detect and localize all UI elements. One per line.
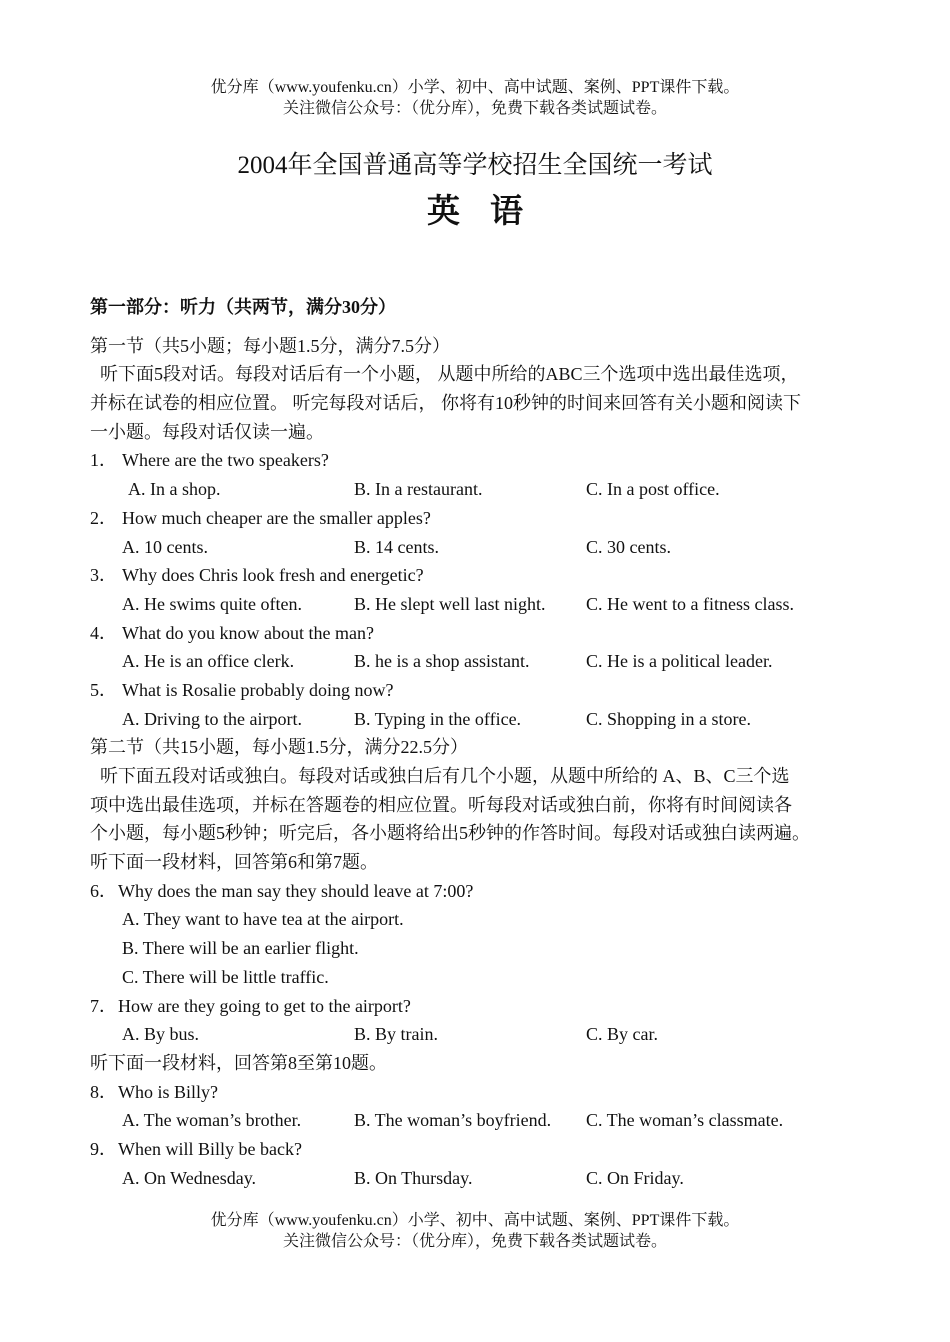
question-1-options — [90, 475, 880, 504]
option-a: A. On Wednesday. — [122, 1167, 257, 1188]
question-9-options — [90, 1164, 880, 1193]
option-a: A. By bus. — [122, 1024, 200, 1045]
option-c: C. Shopping in a store. — [586, 708, 751, 729]
question-5-options — [90, 705, 880, 734]
section2-instruction-2: 项中选出最佳选项，并标在答题卷的相应位置。听每段对话或独白前，你将有时间阅读各 — [90, 794, 792, 815]
section1-instruction-3: 一小题。每段对话仅读一遍。 — [90, 421, 324, 442]
option-a: A. He is an office clerk. — [122, 651, 295, 672]
option-b: B. In a restaurant. — [354, 479, 483, 500]
question-7-options — [90, 1020, 880, 1049]
question-3 — [90, 561, 880, 590]
question-4-options — [90, 647, 880, 676]
part1-heading: 第一部分：听力（共两节，满分30分） — [90, 297, 396, 317]
option-c: C. 30 cents. — [586, 536, 671, 557]
question-2 — [90, 504, 880, 533]
page-header — [0, 77, 950, 119]
option-c: C. On Friday. — [586, 1167, 684, 1188]
question-6 — [90, 877, 880, 906]
section1-instruction-2: 并标在试卷的相应位置。 听完每段对话后， 你将有10秒钟的时间来回答有关小题和阅读下 — [90, 393, 801, 414]
question-text: What do you know about the man? — [122, 622, 374, 643]
material-intro-2: 听下面一段材料，回答第8至第10题。 — [90, 1052, 387, 1073]
question-number: 5． — [90, 679, 117, 700]
material-intro-1: 听下面一段材料，回答第6和第7题。 — [90, 852, 378, 873]
question-number: 1． — [90, 450, 117, 471]
option-c: C. He is a political leader. — [586, 651, 773, 672]
option-a: A. Driving to the airport. — [122, 708, 302, 729]
option-c: C. In a post office. — [586, 479, 720, 500]
section2-instruction-3: 个小题，每小题5秒钟；听完后，各小题将给出5秒钟的作答时间。每段对话或独白读两遍。 — [90, 823, 810, 844]
exam-subject: 英语 — [427, 194, 553, 230]
footer-line-2: 关注微信公众号：（优分库），免费下载各类试题试卷。 — [282, 1233, 667, 1250]
option-c: C. The woman’s classmate. — [586, 1110, 784, 1131]
exam-content — [90, 293, 880, 1192]
question-text: How much cheaper are the smaller apples? — [122, 507, 431, 528]
question-text: Why does the man say they should leave at 7:00? — [118, 880, 474, 901]
question-text: Why does Chris look fresh and energetic? — [122, 565, 424, 586]
header-line-2: 关注微信公众号：（优分库），免费下载各类试题试卷。 — [282, 100, 667, 117]
option-a: A. In a shop. — [128, 479, 221, 500]
section2-instruction-1: 听下面五段对话或独白。每段对话或独白后有几个小题，从题中所给的 A、B、C三个选 — [100, 766, 790, 786]
option-a: A. They want to have tea at the airport. — [122, 909, 404, 930]
section1-heading: 第一节（共5小题；每小题1.5分，满分7.5分） — [90, 335, 450, 356]
question-number: 4． — [90, 622, 117, 643]
option-b: B. 14 cents. — [354, 536, 439, 557]
question-1 — [90, 446, 880, 475]
question-5 — [90, 676, 880, 705]
question-text: How are they going to get to the airport? — [118, 995, 411, 1016]
option-b: B. On Thursday. — [354, 1167, 473, 1188]
option-b: B. he is a shop assistant. — [354, 651, 530, 672]
question-4 — [90, 619, 880, 648]
section2-heading: 第二节（共15小题，每小题1.5分，满分22.5分） — [90, 737, 468, 758]
option-b: B. Typing in the office. — [354, 708, 522, 729]
option-a: A. The woman’s brother. — [122, 1110, 302, 1131]
question-text: When will Billy be back? — [118, 1138, 302, 1159]
header-line-1: 优分库（www.youfenku.cn）小学、初中、高中试题、案例、PPT课件下载。 — [210, 79, 740, 96]
option-a: A. 10 cents. — [122, 536, 208, 557]
question-text: What is Rosalie probably doing now? — [122, 679, 394, 700]
question-number: 3． — [90, 565, 117, 586]
question-3-options — [90, 590, 880, 619]
exam-title: 2004年全国普通高等学校招生全国统一考试 — [237, 152, 713, 179]
footer-line-1: 优分库（www.youfenku.cn）小学、初中、高中试题、案例、PPT课件下载。 — [210, 1212, 740, 1229]
option-b: B. The woman’s boyfriend. — [354, 1110, 552, 1131]
option-c: C. By car. — [586, 1024, 658, 1045]
option-b: B. By train. — [354, 1024, 438, 1045]
option-b: B. There will be an earlier flight. — [122, 938, 359, 959]
question-8 — [90, 1078, 880, 1107]
question-9 — [90, 1135, 880, 1164]
question-text: Where are the two speakers? — [122, 450, 329, 471]
question-number: 6． — [90, 880, 117, 901]
question-number: 7． — [90, 995, 117, 1016]
question-8-options — [90, 1106, 880, 1135]
question-7 — [90, 992, 880, 1021]
option-a: A. He swims quite often. — [122, 593, 302, 614]
option-b: B. He slept well last night. — [354, 593, 546, 614]
question-2-options — [90, 533, 880, 562]
question-number: 2． — [90, 507, 117, 528]
page-footer — [0, 1210, 950, 1252]
option-c: C. He went to a fitness class. — [586, 593, 794, 614]
question-number: 9． — [90, 1138, 117, 1159]
question-number: 8． — [90, 1081, 117, 1102]
section1-instruction-1: 听下面5段对话。每段对话后有一个小题， 从题中所给的ABC三个选项中选出最佳选项， — [100, 364, 799, 385]
question-text: Who is Billy? — [118, 1081, 218, 1102]
option-c: C. There will be little traffic. — [122, 966, 329, 987]
